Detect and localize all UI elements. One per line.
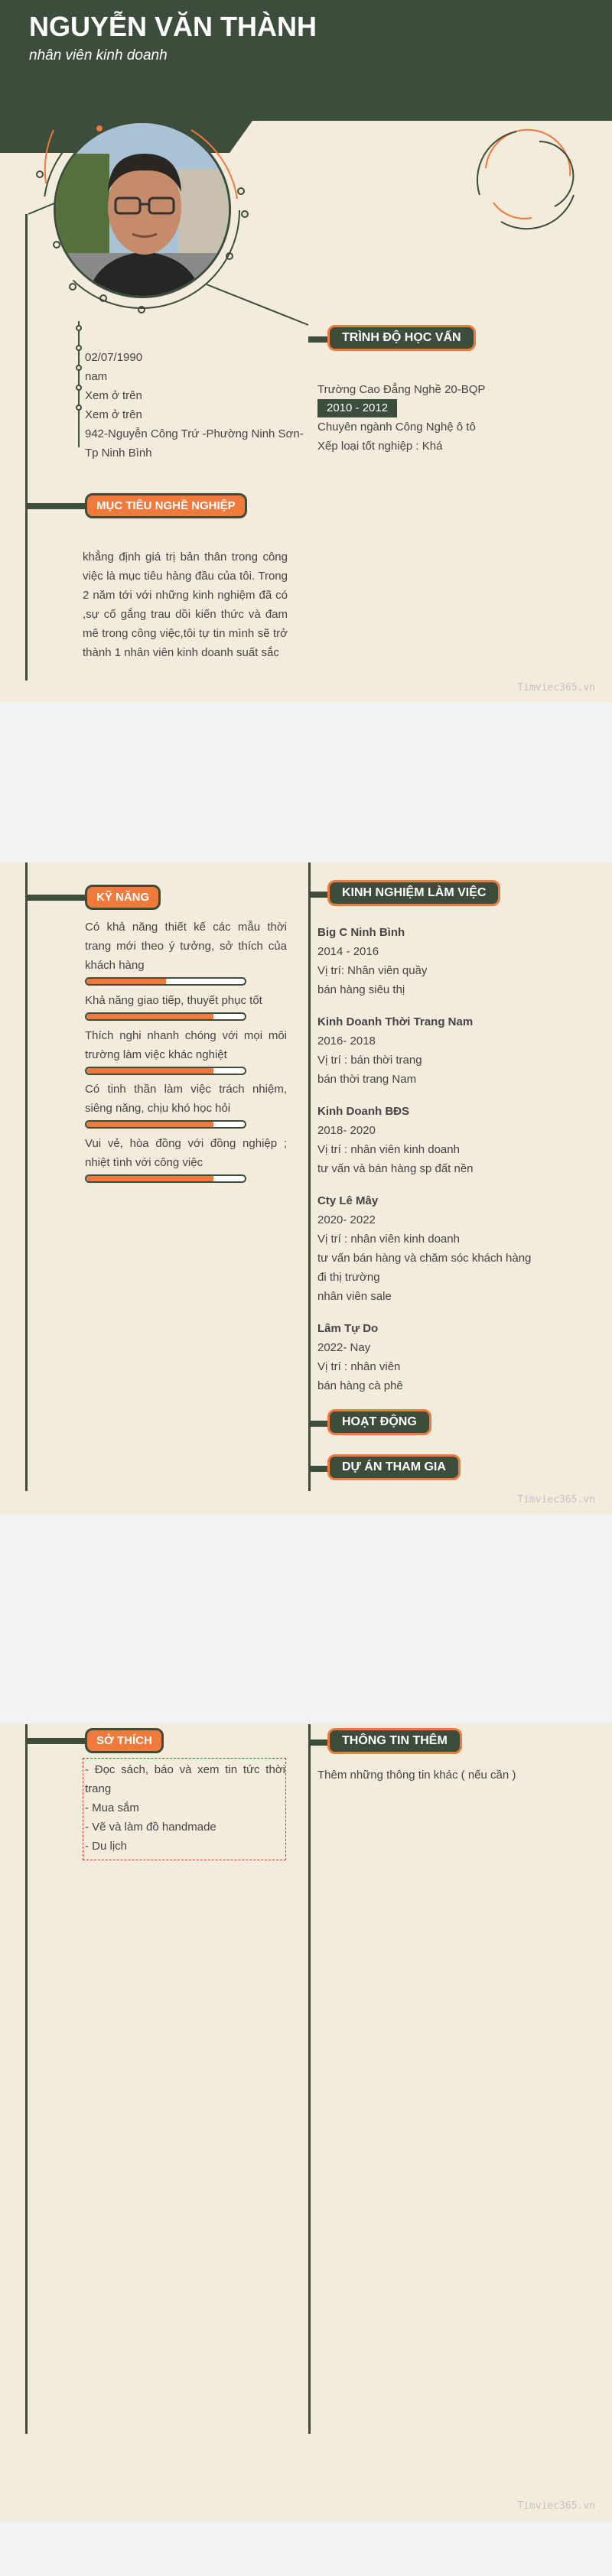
extra-heading: THÔNG TIN THÊM — [327, 1728, 462, 1754]
section-connector — [25, 1738, 86, 1744]
skill-bar-fill — [86, 1176, 213, 1181]
job-company: Kinh Doanh Thời Trang Nam — [317, 1015, 474, 1028]
section-connector — [308, 1421, 330, 1427]
candidate-name: NGUYỄN VĂN THÀNH — [29, 11, 317, 42]
center-timeline — [308, 1724, 311, 2434]
education-heading: TRÌNH ĐỘ HỌC VẤN — [327, 325, 476, 351]
section-connector — [25, 895, 86, 901]
job-line: tư vấn và bán hàng sp đất nền — [317, 1162, 474, 1175]
section-connector — [308, 336, 330, 343]
skill-bar — [85, 1067, 246, 1075]
timeline-dot — [76, 345, 82, 351]
timeline-dot — [76, 325, 82, 331]
education-grade: Xếp loại tốt nghiệp : Khá — [317, 440, 443, 453]
job-line: Vị trí : nhân viên — [317, 1360, 401, 1373]
dob: 02/07/1990 — [85, 351, 143, 364]
skill-bar-fill — [86, 979, 166, 984]
activities-heading: HOẠT ĐỘNG — [327, 1409, 431, 1435]
skills-heading: KỸ NĂNG — [85, 885, 161, 910]
job-company: Lâm Tự Do — [317, 1322, 379, 1335]
objective-text: khẳng định giá trị bản thân trong công việc là mục tiêu hàng đầu của tôi. Trong 2 năm tới với những kinh nghiệm đã có ,sự cố gắng trau dồi kiến thức và đam mê trong công việc,tôi tự tin mình sẽ trở thành 1 nhân viên kinh doanh suất sắc — [83, 551, 288, 659]
timeline-dot — [76, 365, 82, 371]
objective-heading: MỤC TIÊU NGHỀ NGHIỆP — [85, 493, 247, 518]
hobby-item: - Đọc sách, báo và xem tin tức thời trang — [85, 1763, 285, 1795]
education-period: 2010 - 2012 — [317, 399, 397, 417]
phone: Xem ở trên — [85, 389, 142, 402]
skill-label: Có khả năng thiết kế các mẫu thời trang mới theo ý tưởng, sở thích của khách hàng — [85, 921, 287, 972]
hobby-item: - Mua sắm — [85, 1801, 139, 1814]
job-line: đi thị trường — [317, 1271, 380, 1284]
job-line: Vị trí : bán thời trang — [317, 1054, 422, 1067]
job-line: Vị trí : nhân viên kinh doanh — [317, 1233, 460, 1246]
education-school: Trường Cao Đẳng Nghề 20-BQP — [317, 383, 486, 396]
projects-heading: DỰ ÁN THAM GIA — [327, 1454, 461, 1480]
section-connector — [25, 503, 86, 509]
hobby-item: - Vẽ và làm đồ handmade — [85, 1821, 216, 1834]
skill-label: Thích nghi nhanh chóng với mọi môi trường làm việc khác nghiệt — [85, 1029, 287, 1061]
section-connector — [308, 1466, 330, 1472]
watermark: Timviec365.vn — [517, 682, 595, 694]
skill-bar-fill — [86, 1014, 213, 1019]
skill-label: Có tinh thần làm việc trách nhiệm, siêng năng, chịu khó học hỏi — [85, 1083, 287, 1115]
timeline-dot — [76, 404, 82, 411]
skill-bar-fill — [86, 1068, 213, 1074]
job-company: Kinh Doanh BĐS — [317, 1105, 409, 1118]
job-period: 2018- 2020 — [317, 1124, 376, 1137]
job-line: tư vấn bán hàng và chăm sóc khách hàng — [317, 1252, 532, 1265]
center-timeline — [308, 862, 311, 1491]
job-line: bán hàng siêu thị — [317, 983, 405, 996]
profile-photo — [54, 121, 231, 298]
hobby-item: - Du lịch — [85, 1840, 128, 1853]
job-line: Vị trí: Nhân viên quầy — [317, 964, 428, 977]
email: Xem ở trên — [85, 408, 142, 421]
gender: nam — [85, 370, 108, 383]
job-line: bán thời trang Nam — [317, 1073, 417, 1086]
skill-bar-fill — [86, 1122, 213, 1127]
decorative-circle — [470, 122, 585, 237]
job-line: Vị trí : nhân viên kinh doanh — [317, 1143, 460, 1156]
experience-heading: KINH NGHIỆM LÀM VIỆC — [327, 880, 500, 906]
job-period: 2016- 2018 — [317, 1035, 376, 1048]
skill-label: Vui vẻ, hòa đồng với đồng nghiệp ; nhiệt tình với công việc — [85, 1137, 287, 1169]
job-line: nhân viên sale — [317, 1290, 392, 1303]
job-company: Big C Ninh Bình — [317, 926, 405, 939]
watermark: Timviec365.vn — [517, 1494, 595, 1506]
hobbies-heading: SỞ THÍCH — [85, 1728, 164, 1753]
education-major: Chuyên ngành Công Nghệ ô tô — [317, 421, 476, 434]
skill-bar — [85, 1174, 246, 1183]
watermark: Timviec365.vn — [517, 2500, 595, 2512]
cv-page-3 — [0, 1724, 612, 2521]
job-period: 2020- 2022 — [317, 1213, 376, 1226]
left-timeline — [25, 862, 28, 1491]
skill-bar — [85, 977, 246, 986]
extra-text: Thêm những thông tin khác ( nếu cần ) — [317, 1769, 516, 1782]
section-connector — [308, 1740, 330, 1746]
job-line: bán hàng cà phê — [317, 1379, 403, 1392]
section-connector — [308, 892, 330, 898]
cv-page-2 — [0, 862, 612, 1514]
skill-label: Khả năng giao tiếp, thuyết phục tốt — [85, 994, 262, 1007]
portrait-image — [56, 123, 231, 298]
job-period: 2022- Nay — [317, 1341, 371, 1354]
job-company: Cty Lê Mây — [317, 1194, 379, 1207]
timeline-dot — [76, 385, 82, 391]
left-timeline — [25, 1724, 28, 2434]
cv-page-1 — [0, 0, 612, 702]
left-timeline — [25, 214, 28, 681]
job-period: 2014 - 2016 — [317, 945, 379, 958]
candidate-title: nhân viên kinh doanh — [29, 47, 168, 63]
skill-bar — [85, 1120, 246, 1129]
skill-bar — [85, 1012, 246, 1021]
address: 942-Nguyễn Công Trứ -Phường Ninh Sơn-Tp Ninh Bình — [85, 427, 304, 460]
